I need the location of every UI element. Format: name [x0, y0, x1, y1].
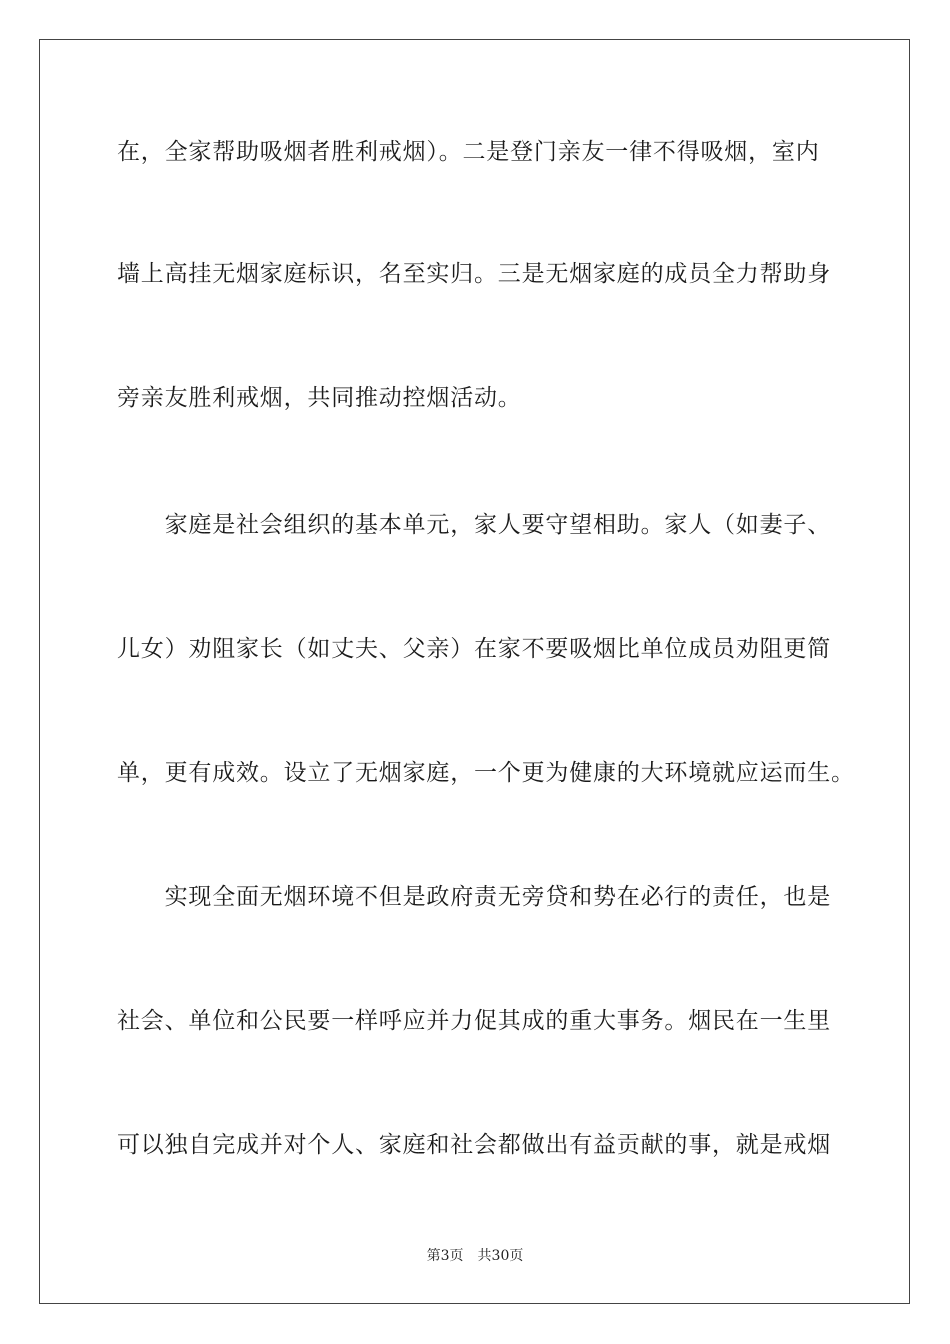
- text-line: 旁亲友胜利戒烟，共同推动控烟活动。: [117, 385, 522, 411]
- text-line: 在，全家帮助吸烟者胜利戒烟）。二是登门亲友一律不得吸烟，室内: [117, 139, 820, 165]
- text-line: 单，更有成效。设立了无烟家庭，一个更为健康的大环境就应运而生。: [117, 760, 855, 786]
- page-footer: [0, 1245, 950, 1265]
- text-line: 可以独自完成并对个人、家庭和社会都做出有益贡献的事，就是戒烟: [117, 1132, 831, 1158]
- paragraph-start-line: 家庭是社会组织的基本单元，家人要守望相助。家人（如妻子、: [117, 512, 831, 538]
- paragraph-start-line: 实现全面无烟环境不但是政府责无旁贷和势在必行的责任，也是: [117, 884, 831, 910]
- page-border: [39, 39, 910, 1304]
- text-line: 儿女）劝阻家长（如丈夫、父亲）在家不要吸烟比单位成员劝阻更简: [117, 636, 831, 662]
- page-number: 第3页: [426, 1248, 464, 1264]
- page-total: 共30页: [477, 1248, 524, 1264]
- text-line: 社会、单位和公民要一样呼应并力促其成的重大事务。烟民在一生里: [117, 1008, 831, 1034]
- text-line: 墙上高挂无烟家庭标识，名至实归。三是无烟家庭的成员全力帮助身: [117, 261, 831, 287]
